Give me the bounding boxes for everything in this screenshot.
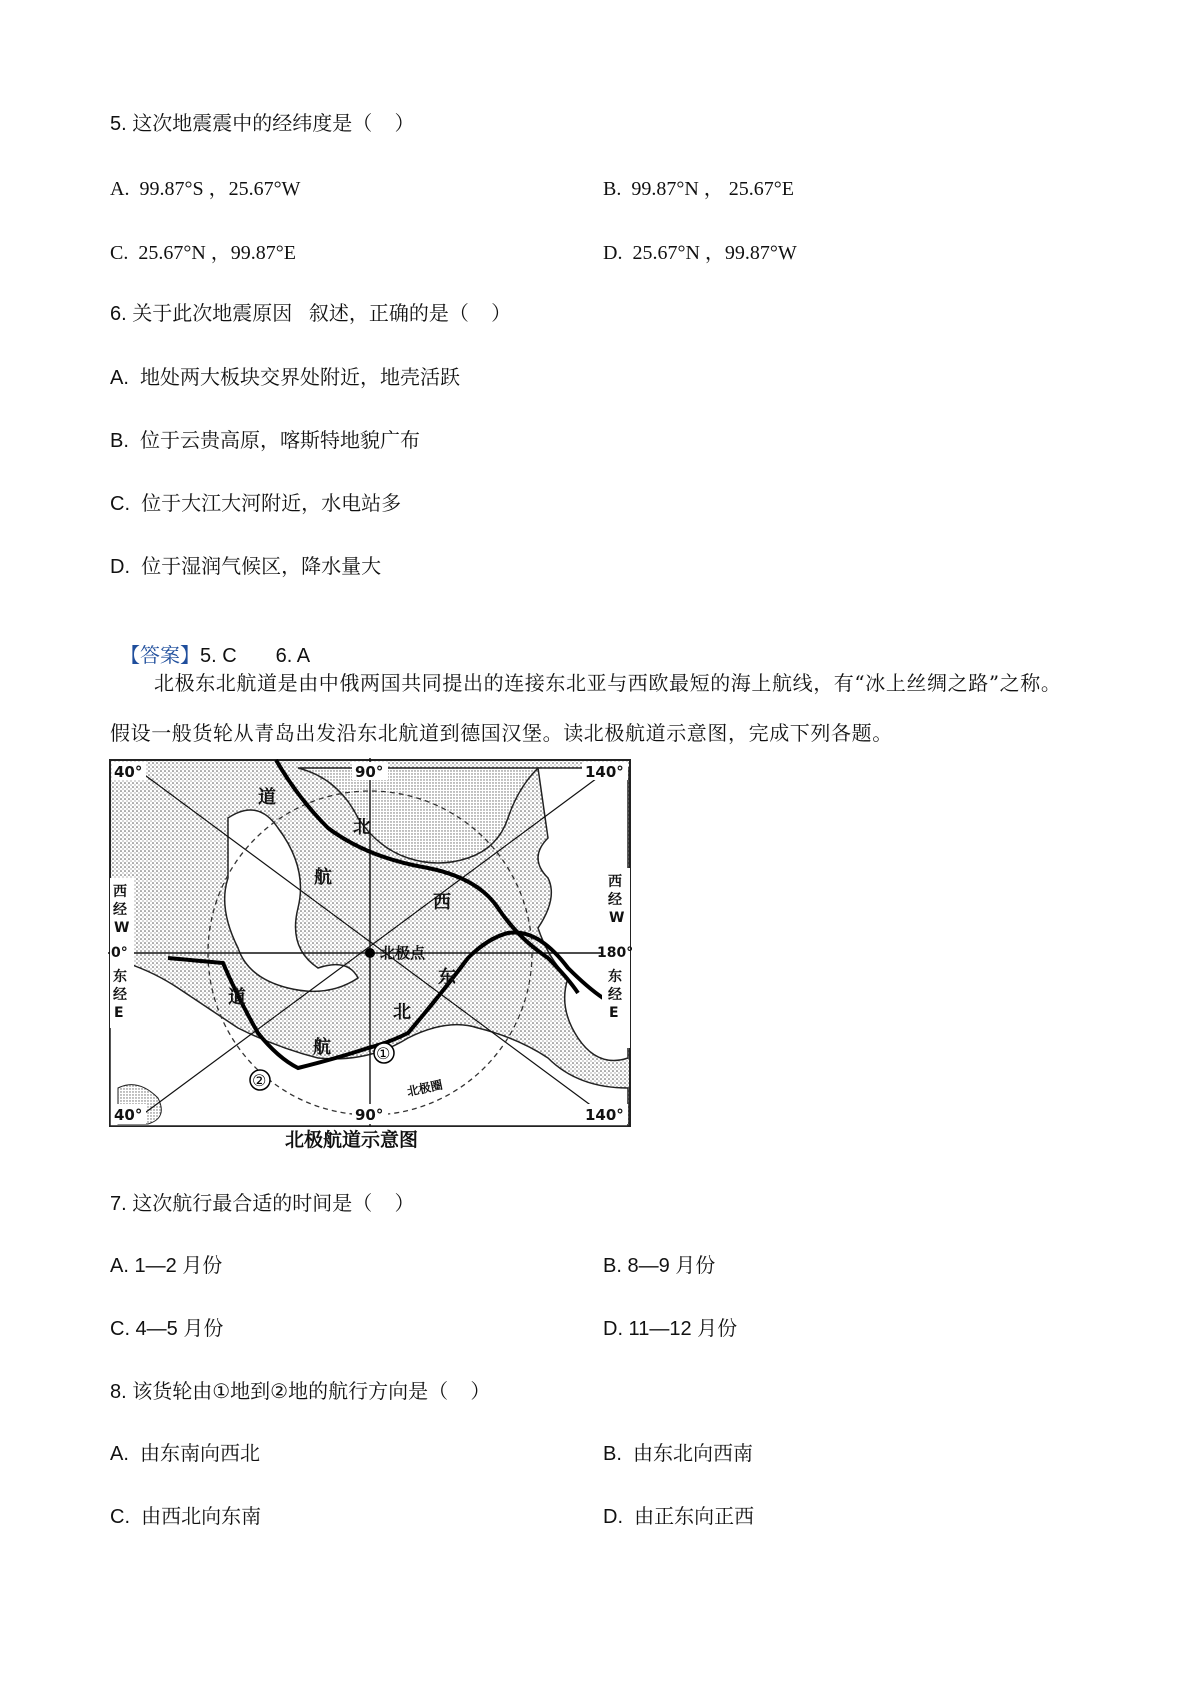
q6-option-a: A. 地处两大板块交界处附近，地壳活跃 bbox=[110, 367, 461, 389]
q5-stem: 5. 这次地震震中的经纬度是（ ） bbox=[110, 113, 415, 135]
q5-option-b: B. 99.87°N ， 25.67°E bbox=[603, 178, 794, 200]
arctic-circle-label: 北极圈 bbox=[405, 1077, 444, 1099]
q6-stem: 6. 关于此次地震原因 叙述，正确的是（ ） bbox=[110, 303, 512, 325]
west-longitude-label bbox=[113, 884, 132, 936]
label-bottom-left-40: 40° bbox=[114, 1106, 143, 1124]
arctic-route-map-figure bbox=[108, 758, 638, 1150]
east-right-char-3: E bbox=[609, 1005, 619, 1021]
q8-option-c: C. 由西北向东南 bbox=[110, 1506, 262, 1528]
ne-route-word-2: 航 bbox=[313, 1037, 331, 1058]
q5-option-c: C. 25.67°N ，99.87°E bbox=[110, 242, 296, 264]
q8-option-b: B. 由东北向西南 bbox=[603, 1443, 754, 1465]
east-right-char-1: 东 bbox=[608, 969, 622, 985]
west-char-1: 西 bbox=[113, 884, 127, 900]
nw-route-word-4: 北 bbox=[353, 817, 371, 838]
east-left-char-2: 经 bbox=[113, 987, 127, 1003]
q6-option-d: D. 位于湿润气候区，降水量大 bbox=[110, 556, 382, 578]
north-pole-label: 北极点 bbox=[380, 944, 426, 962]
q8-option-a: A. 由东南向西北 bbox=[110, 1443, 261, 1465]
label-bottom-90: 90° bbox=[355, 1106, 384, 1124]
q7-option-c: C. 4—5 月份 bbox=[110, 1318, 224, 1340]
reading-passage bbox=[110, 658, 1120, 758]
q7-option-d: D. 11—12 月份 bbox=[603, 1318, 738, 1340]
q5-option-a: A. 99.87°S ，25.67°W bbox=[110, 178, 301, 200]
ne-route-word-3: 北 bbox=[393, 1002, 411, 1023]
q6-option-b: B. 位于云贵高原，喀斯特地貌广布 bbox=[110, 430, 421, 452]
nw-route-word-2: 航 bbox=[314, 867, 332, 888]
q6-option-c: C. 位于大江大河附近，水电站多 bbox=[110, 493, 402, 515]
west-right-char-1: 西 bbox=[608, 874, 622, 890]
label-top-left-40: 40° bbox=[114, 763, 143, 781]
nw-route-word-3: 西 bbox=[433, 892, 451, 913]
map-caption: 北极航道示意图 bbox=[285, 1129, 419, 1150]
passage-line-2: 假设一般货轮从青岛出发沿东北航道到德国汉堡。读北极航道示意图，完成下列各题。 bbox=[110, 721, 893, 745]
west-char-2: 经 bbox=[113, 902, 127, 918]
east-left-char-1: 东 bbox=[113, 969, 127, 985]
west-right-char-3: W bbox=[609, 910, 625, 926]
label-top-90: 90° bbox=[355, 763, 384, 781]
nw-route-word-1: 道 bbox=[258, 787, 276, 808]
label-top-right-140: 140° bbox=[585, 763, 624, 781]
q8-option-d: D. 由正东向正西 bbox=[603, 1506, 755, 1528]
q8-stem: 8. 该货轮由①地到②地的航行方向是（ ） bbox=[110, 1381, 491, 1403]
label-left-0: 0° bbox=[111, 945, 128, 961]
west-char-3: W bbox=[114, 920, 130, 936]
passage-line-1: 北极东北航道是由中俄两国共同提出的连接东北亚与西欧最短的海上航线，有“冰上丝绸之路”之称。 bbox=[154, 671, 1062, 695]
answer-tag: 【答案】 bbox=[120, 645, 200, 667]
q7-option-b: B. 8—9 月份 bbox=[603, 1255, 716, 1277]
q7-stem: 7. 这次航行最合适的时间是（ ） bbox=[110, 1193, 415, 1215]
east-left-char-3: E bbox=[114, 1005, 124, 1021]
north-pole-point bbox=[365, 948, 375, 958]
q7-option-a: A. 1—2 月份 bbox=[110, 1255, 223, 1277]
arctic-route-map bbox=[108, 758, 638, 1150]
label-bottom-right-140: 140° bbox=[585, 1106, 624, 1124]
q5-option-d: D. 25.67°N ，99.87°W bbox=[603, 242, 797, 264]
west-right-char-2: 经 bbox=[608, 892, 622, 908]
point-2-label: ② bbox=[252, 1071, 267, 1090]
label-right-180: 180° bbox=[597, 945, 634, 961]
west-longitude-label-right bbox=[608, 874, 627, 926]
answer-text: 5. C 6. A bbox=[200, 645, 311, 667]
ne-route-word-1: 道 bbox=[228, 987, 246, 1008]
east-right-char-2: 经 bbox=[608, 987, 622, 1003]
point-1-label: ① bbox=[376, 1044, 391, 1063]
ne-route-word-4: 东 bbox=[438, 967, 456, 988]
